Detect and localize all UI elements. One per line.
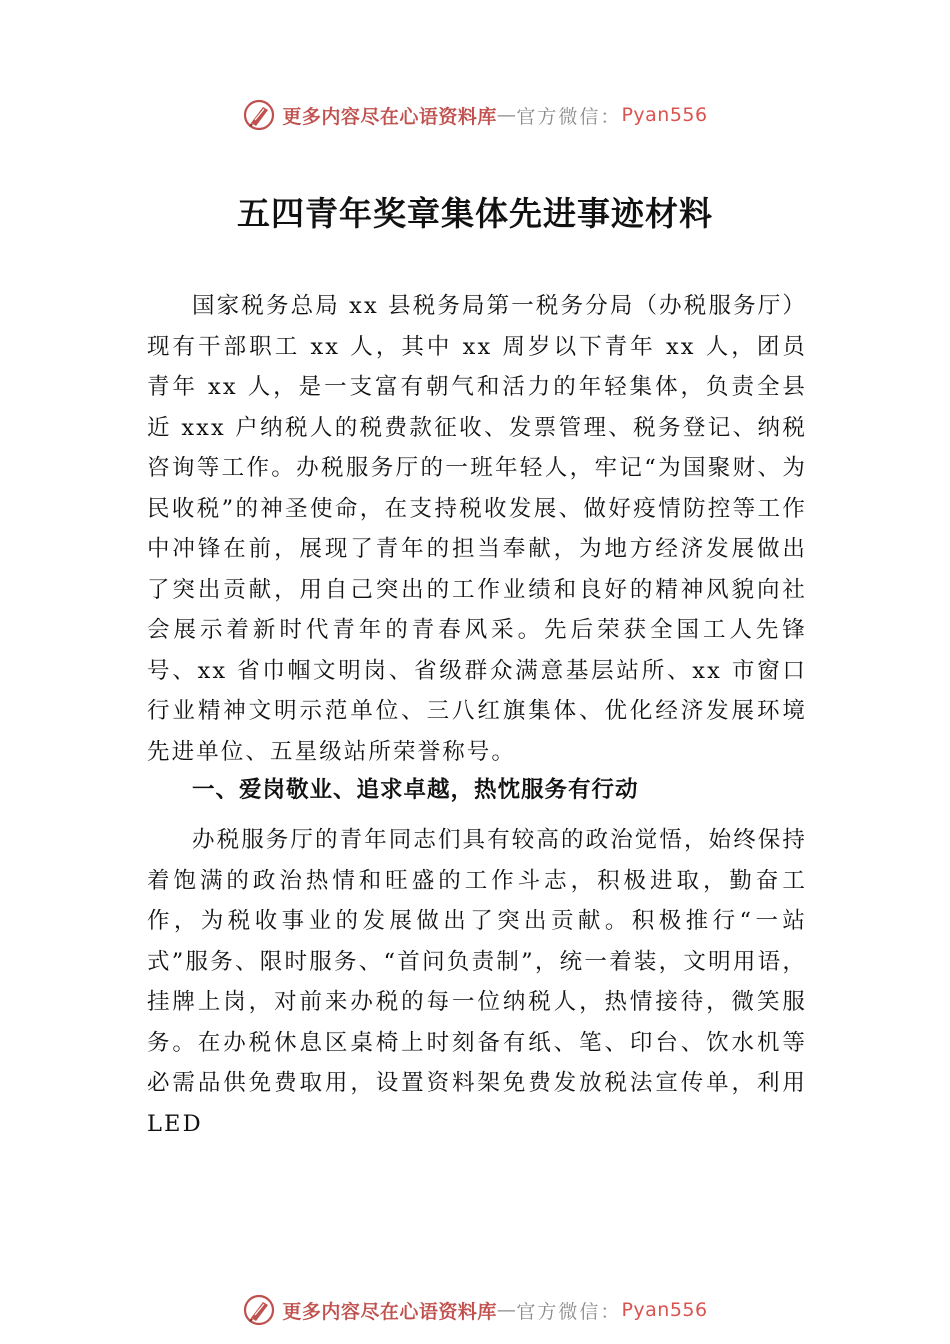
- watermark-label: 官方微信：: [516, 105, 622, 128]
- section-heading-1: 一、爱岗敬业、追求卓越，热忱服务有行动: [192, 777, 639, 803]
- watermark-brand: 更多内容尽在心语资料库: [282, 1300, 497, 1323]
- pen-nib-logo-icon: [242, 1293, 276, 1327]
- watermark-brand: 更多内容尽在心语资料库: [282, 105, 497, 128]
- watermark-separator: —: [496, 1299, 517, 1321]
- footer-watermark: [0, 1290, 950, 1330]
- document-title: 五四青年奖章集体先进事迹材料: [237, 194, 713, 233]
- header-watermark: [0, 95, 950, 135]
- watermark-separator: —: [496, 104, 517, 126]
- pen-nib-logo-icon: [242, 98, 276, 132]
- watermark-wechat-id: Pyan556: [621, 104, 708, 126]
- watermark-wechat-id: Pyan556: [621, 1299, 708, 1321]
- watermark-label: 官方微信：: [516, 1300, 622, 1323]
- intro-paragraph: 国家税务总局 xx 县税务局第一税务分局（办税服务厅） 现有干部职工 xx 人，其中 xx 周岁以下青年 xx 人，团员青年 xx 人，是一支富有朝气和活力的年轻集体，负责全县近 xxx 户纳税人的税费款征收、发票管理、税务登记、纳税咨询等工作。办税服务厅的一班年轻人，牢记“为国聚财、为 民收税”的神圣使命，在支持税收发展、做好疫情防控等工作中冲锋在前，展现了青年的担当奉献，为地方经济发展做出了突出贡献，用自己突出的工作业绩和良好的精神风貌向社会展示着新时代青年的青春风采。先后荣获全国工人先锋号、xx 省巾帼文明岗、省级群众满意基层站所、xx 市窗口行业精神文明示范单位、三八红旗集体、优化经济发展环境先进单位、五星级站所荣誉称号。: [147, 293, 807, 765]
- section-1-paragraph: 办税服务厅的青年同志们具有较高的政治觉悟，始终保持着饱满的政治热情和旺盛的工作斗志，积极进取，勤奋工作，为税收事业的发展做出了突出贡献。积极推行“一站式”服务、限时服务、“首问负责制”，统一着装，文明用语，挂牌上岗，对前来办税的每一位纳税人，热情接待，微笑服务。在办税休息区桌椅上时刻备有纸、笔、印台、饮水机等必需品供免费取用，设置资料架免费发放税法宣传单，利用 LED: [147, 827, 808, 1137]
